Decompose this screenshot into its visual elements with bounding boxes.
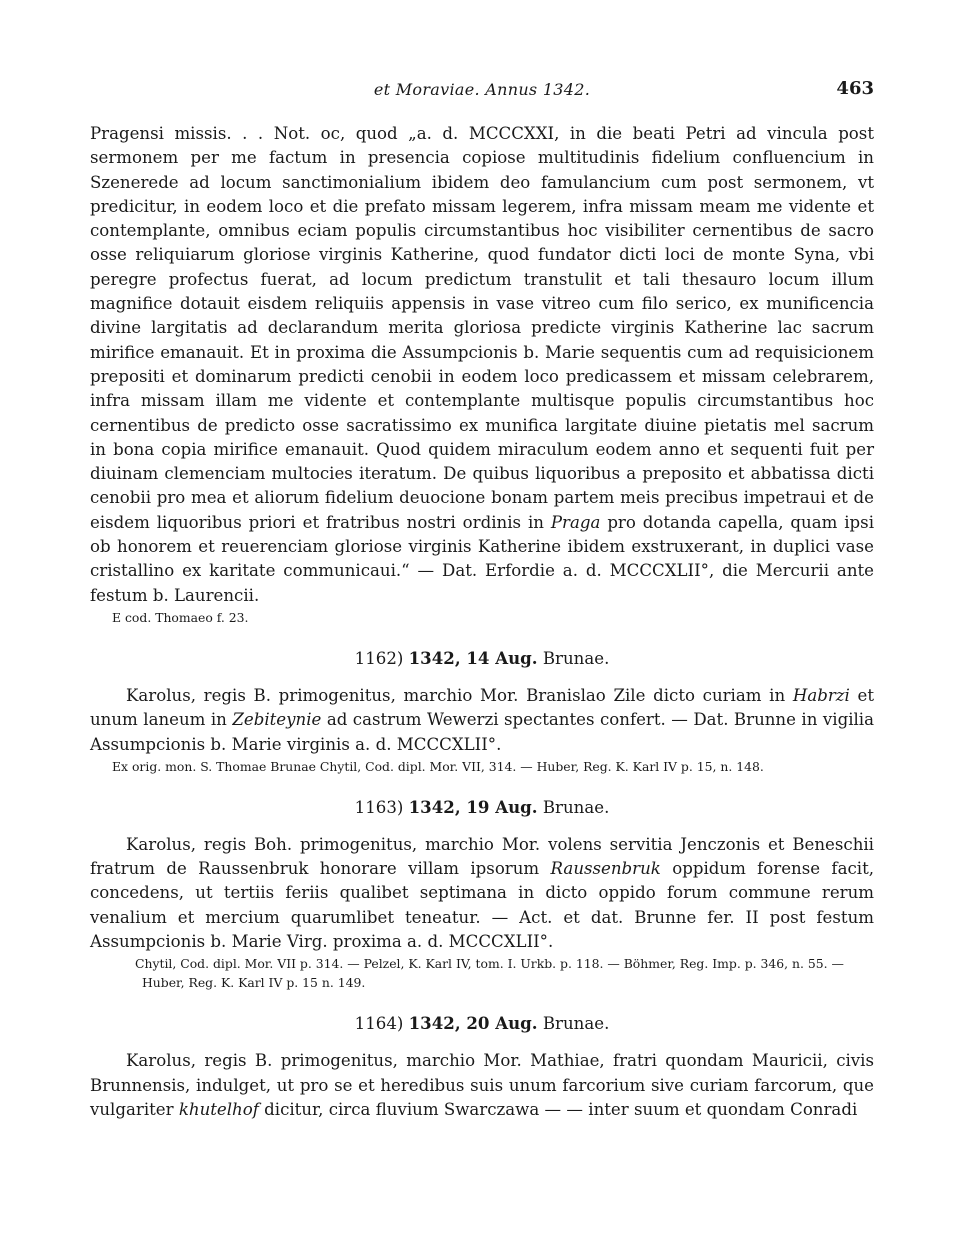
source-note: Ex orig. mon. S. Thomae Brunae Chytil, Cod. dipl. Mor. VII, 314. — Huber, Reg. K. Karl IV p. 15, n. 148. — [112, 758, 764, 774]
regest-text-part: Karolus, regis B. primogenitus, marchio Mor. Branislao Zile dicto curiam in — [126, 685, 786, 705]
page-header — [90, 80, 874, 110]
page-number: 463 — [836, 78, 874, 99]
italic-place-name: Habrzi — [792, 685, 850, 705]
italic-place-name: Raussenbruk — [550, 859, 661, 879]
continuation-paragraph — [90, 122, 874, 608]
regest-text-part: Karolus, regis B. primogenitus, marchio Mor. Mathiae, fratri quondam Mauricii, civis Brunnensis, indulget, ut pro se et heredibus suis unum farcorium sive curiam farcorum, que vulgariter — [90, 1051, 874, 1119]
document-place: Brunae. — [542, 797, 610, 817]
regest-text-part: ad castrum Wewerzi spectantes confert. — Dat. Brunne in vigilia Assumpcionis b. Marie virginis a. d. MCCCXLII°. — [90, 710, 875, 754]
body-text — [90, 122, 874, 1122]
document-number: 1163) — [354, 797, 404, 817]
document-heading-1164 — [90, 1011, 874, 1036]
italic-term: khutelhof — [178, 1099, 259, 1119]
document-date: 1342, 20 Aug. — [408, 1013, 538, 1034]
document-place: Brunae. — [542, 648, 610, 668]
document-number: 1162) — [354, 648, 404, 668]
regest-text-part: Karolus, regis Boh. primogenitus, marchio Mor. volens servitia Jenczonis et Beneschii fratrum de Raussenbruk honorare villam ipsorum — [90, 834, 874, 879]
regest-text-part: et unum laneum in — [90, 685, 874, 730]
continuation-text-after: pro dotanda capella, quam ipsi ob honorem et reuerenciam gloriose virginis Katherine ibidem exstruxerant, in duplici vase cristallino ex karitate communicaui.“ — Dat. Erfordie a. d. MCCCXLII°, die Mercurii ante festum b. Laurencii. — [90, 512, 874, 605]
regest-text-1163 — [90, 833, 874, 954]
continuation-text: Pragensi missis. . . Not. oc, quod „a. d. MCCCXXI, in die beati Petri ad vincula post sermonem per me factum in presencia copiose multitudinis fidelium confluencium in Szenerede ad locum sanctimonialium ibidem deo famulancium cum post sermonem, vt predicitur, in eodem loco et die prefato missam legerem, infra missam meam me vidente et contemplante, omnibus eciam populis circumstantibus hoc visibiliter cernentibus de sacro osse reliquiarum gloriose virginis Katherine, quod fundator dicti loci de monte Syna, vbi peregre profectus fuerat, ad locum predictum transtulit et tali thesauro locum illum magnifice dotauit eisdem reliquiis appensis in vase vitreo cum filo serico, ex munificencia divine largitatis ad declarandum merita gloriosa predicte virginis Katherine lac sacrum mirifice emanauit. Et in proxima die Assumpcionis b. Marie sequentis cum ad requisicionem prepositi et dominarum predicti cenobii in eodem loco predicassem et missam celebrarem, infra missam illam me vidente et contemplante multisque populis circumstantibus hoc cernentibus de predicto osse sacratissimo ex munifica largitate diuine pietatis mel sacrum in bona copia mirifice emanauit. Quod quidem miraculum eodem anno et sequenti fuit per diuinam clemenciam multocies iteratum. De quibus liquoribus a preposito et abbatissa dicti cenobii pro mea et aliorum fidelium deuocione bonam partem meis precibus impetraui et de eisdem liquoribus priori et fratribus nostri ordinis in — [90, 124, 874, 532]
document-number: 1164) — [354, 1014, 404, 1034]
regest-text-part: dicitur, circa fluvium Swarczawa — — inter suum et quondam Conradi — [264, 1099, 858, 1119]
regest-text-1162 — [90, 684, 874, 757]
regest-text-1164 — [90, 1049, 874, 1122]
document-heading-1163 — [90, 795, 874, 820]
document-date: 1342, 14 Aug. — [408, 647, 538, 668]
italic-place-name: Zebiteynie — [232, 710, 322, 730]
document-place: Brunae. — [542, 1014, 610, 1034]
document-date: 1342, 19 Aug. — [408, 796, 538, 817]
italic-place-name: Praga — [550, 512, 601, 532]
source-note: E cod. Thomaeo f. 23. — [112, 609, 249, 625]
regest-text-part: oppidum forense facit, concedens, ut tertiis feriis qualibet septimana in dicto oppido forum commune rerum venalium et mercium quarumlibet teneatur. — Act. et dat. Brunne fer. II post festum Assumpcionis b. Marie Virg. proxima a. d. MCCCXLII°. — [90, 859, 875, 952]
running-title: et Moraviae. Annus 1342. — [373, 80, 591, 99]
document-heading-1162 — [90, 646, 874, 671]
source-note: Chytil, Cod. dipl. Mor. VII p. 314. — Pelzel, K. Karl IV, tom. I. Urkb. p. 118. — Böhmer, Reg. Imp. p. 346, n. 55. — Huber, Reg. K. Karl IV p. 15 n. 149. — [135, 956, 844, 991]
